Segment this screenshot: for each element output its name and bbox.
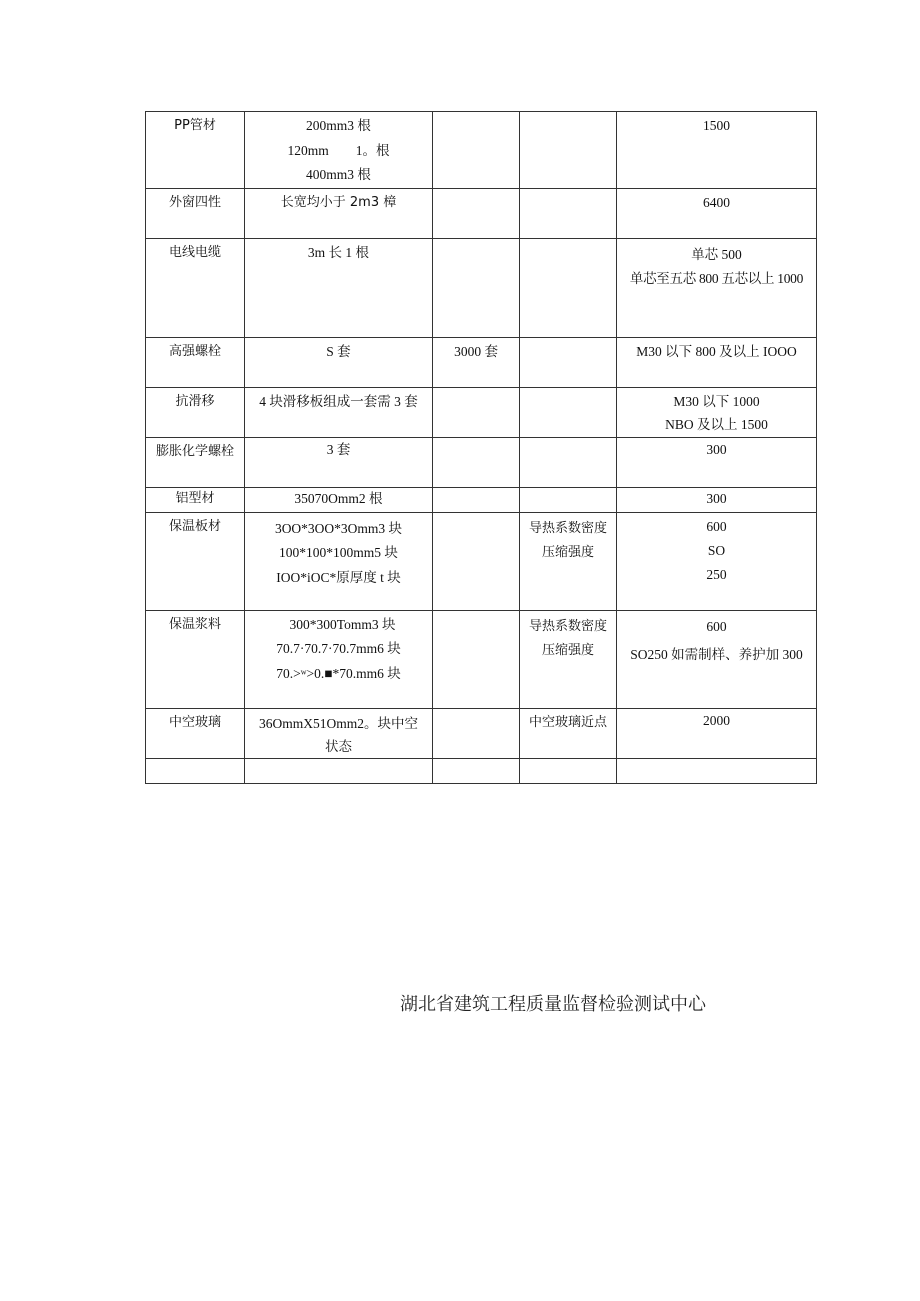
fee-cell: 2000: [617, 708, 817, 758]
param-cell: 导热系数密度 压缩强度: [520, 512, 617, 610]
table-row: [146, 512, 817, 610]
table-row: [146, 188, 817, 238]
table-row: [146, 337, 817, 387]
param-cell: [520, 238, 617, 337]
sample-spec: 300*300Tomm3 块 70.7·70.7·70.7mm6 块 70.>ʷ>0.■*70.mm6 块: [245, 610, 433, 708]
quantity-cell: [433, 387, 520, 437]
sample-spec: 4 块滑移板组成一套需 3 套: [245, 387, 433, 437]
sample-spec: 长宽均小于 2m3 樟: [245, 188, 433, 238]
quantity-cell: [433, 188, 520, 238]
fee-cell: 6400: [617, 188, 817, 238]
item-name: 保温浆料: [146, 610, 245, 708]
quantity-cell: 3000 套: [433, 337, 520, 387]
quantity-cell: [433, 708, 520, 758]
sample-spec: 3 套: [245, 437, 433, 487]
table-row: [146, 437, 817, 487]
quantity-cell: [433, 610, 520, 708]
item-name: 铝型材: [146, 487, 245, 512]
sample-spec: 35070Omm2 根: [245, 487, 433, 512]
fee-cell: M30 以下 1000 NBO 及以上 1500: [617, 387, 817, 437]
quantity-cell: [433, 512, 520, 610]
item-name: 外窗四性: [146, 188, 245, 238]
table-row: [146, 610, 817, 708]
fee-cell: 单芯 500 单芯至五芯 800 五芯以上 1000: [617, 238, 817, 337]
test-fee-table: [145, 111, 817, 784]
table-row: [146, 387, 817, 437]
quantity-cell: [433, 112, 520, 189]
table-row: [146, 708, 817, 758]
quantity-cell: [433, 437, 520, 487]
fee-cell: 1500: [617, 112, 817, 189]
param-cell: [520, 487, 617, 512]
param-cell: 导热系数密度 压缩强度: [520, 610, 617, 708]
item-name: PP管材: [146, 112, 245, 189]
sample-spec: 36OmmX51Omm2。块中空 状态: [245, 708, 433, 758]
quantity-cell: [433, 487, 520, 512]
table-row: [146, 487, 817, 512]
sample-spec: S 套: [245, 337, 433, 387]
param-cell: [520, 337, 617, 387]
table-row: [146, 238, 817, 337]
sample-spec: 3m 长 1 根: [245, 238, 433, 337]
issuing-organization: 湖北省建筑工程质量监督检验测试中心: [400, 994, 706, 1015]
fee-cell: 300: [617, 487, 817, 512]
param-cell: [520, 188, 617, 238]
param-cell: [520, 112, 617, 189]
sample-spec: 200mm3 根 120mm 1。根 400mm3 根: [245, 112, 433, 189]
fee-cell: 600 SO250 如需制样、养护加 300: [617, 610, 817, 708]
table-row-empty: [146, 758, 817, 783]
fee-cell: 600 SO 250: [617, 512, 817, 610]
item-name: 抗滑移: [146, 387, 245, 437]
sample-spec: 3OO*3OO*3Omm3 块 100*100*100mm5 块 IOO*iOC*原厚度 t 块: [245, 512, 433, 610]
item-name: 膨胀化学螺栓: [146, 437, 245, 487]
item-name: 高强螺栓: [146, 337, 245, 387]
item-name: 保温板材: [146, 512, 245, 610]
fee-cell: M30 以下 800 及以上 IOOO: [617, 337, 817, 387]
param-cell: 中空玻璃近点: [520, 708, 617, 758]
table-row: [146, 112, 817, 189]
param-cell: [520, 387, 617, 437]
fee-cell: 300: [617, 437, 817, 487]
item-name: 中空玻璃: [146, 708, 245, 758]
quantity-cell: [433, 238, 520, 337]
item-name: 电线电缆: [146, 238, 245, 337]
param-cell: [520, 437, 617, 487]
